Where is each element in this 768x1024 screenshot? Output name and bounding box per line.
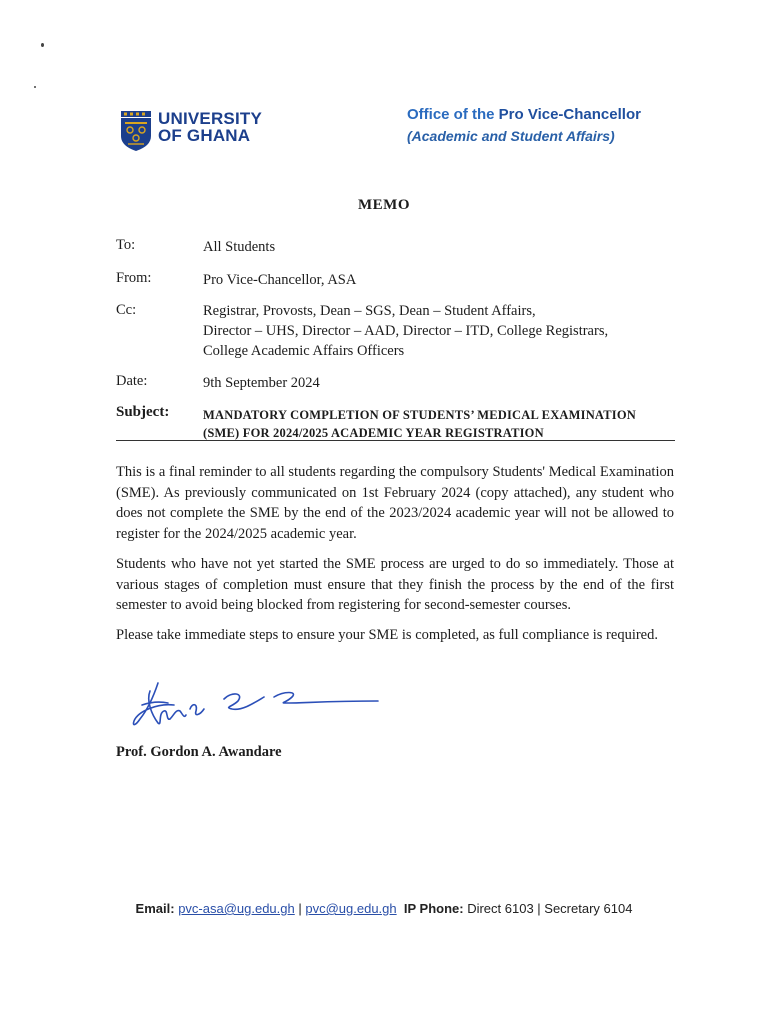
footer-separator: | — [294, 901, 306, 916]
subject-line: MANDATORY COMPLETION OF STUDENTS’ MEDICAL EXAMINATION — [203, 408, 636, 422]
to-value: All Students — [203, 239, 276, 255]
body-paragraph-2: Students who have not yet started the SME process are urged to do so immediately. Those at various stages of completion must ensure that they finish the process by the end of the first semester to avoid being blocked from registering for second-semester courses. — [116, 556, 674, 613]
to-label: To: — [116, 237, 136, 253]
from-value: Pro Vice-Chancellor, ASA — [203, 272, 357, 288]
logo-wordmark — [158, 110, 262, 144]
cc-line: Director – UHS, Director – AAD, Director – ITD, College Registrars, — [203, 323, 609, 339]
footer-contact — [0, 901, 768, 916]
signatory-name: Prof. Gordon A. Awandare — [116, 744, 282, 760]
office-line2: (Academic and Student Affairs) — [407, 128, 615, 144]
office-line1-prefix: Office of the — [407, 106, 499, 123]
scan-speck — [41, 43, 44, 47]
body-paragraph-1: This is a final reminder to all students regarding the compulsory Students' Medical Examination (SME). As previously communicated on 1st February 2024 (copy attached), any student who does not complete the SME by the end of the 2023/2024 academic year will not be allowed to register for the 2024/2025 academic year. — [116, 464, 674, 542]
university-logo — [120, 110, 262, 152]
office-heading — [407, 105, 707, 147]
logo-line1: UNIVERSITY — [158, 109, 263, 128]
phone-value: Direct 6103 | Secretary 6104 — [467, 901, 633, 916]
university-crest-icon — [120, 110, 152, 152]
logo-line2: OF GHANA — [158, 126, 251, 145]
date-label: Date: — [116, 373, 148, 389]
office-line1 — [407, 105, 707, 125]
scan-speck — [34, 86, 36, 88]
cc-value — [203, 301, 683, 361]
email-link-pvc[interactable]: pvc@ug.edu.gh — [305, 901, 397, 916]
body-paragraph-3: Please take immediate steps to ensure your SME is completed, as full compliance is required. — [116, 627, 658, 643]
subject-value — [203, 406, 683, 442]
phone-label: IP Phone: — [403, 901, 464, 916]
subject-label: Subject: — [116, 404, 170, 420]
date-value: 9th September 2024 — [203, 375, 320, 391]
subject-divider — [116, 440, 675, 441]
from-label: From: — [116, 270, 152, 286]
subject-line: (SME) FOR 2024/2025 ACADEMIC YEAR REGISTRATION — [203, 426, 544, 440]
cc-label: Cc: — [116, 302, 137, 318]
signature — [128, 675, 388, 735]
memo-title: MEMO — [358, 197, 410, 213]
office-line1-emph: Pro Vice-Chancellor — [498, 106, 641, 123]
cc-line: College Academic Affairs Officers — [203, 343, 405, 359]
cc-line: Registrar, Provosts, Dean – SGS, Dean – Student Affairs, — [203, 303, 536, 319]
email-label: Email: — [135, 901, 175, 916]
email-link-pvc-asa[interactable]: pvc-asa@ug.edu.gh — [178, 901, 295, 916]
